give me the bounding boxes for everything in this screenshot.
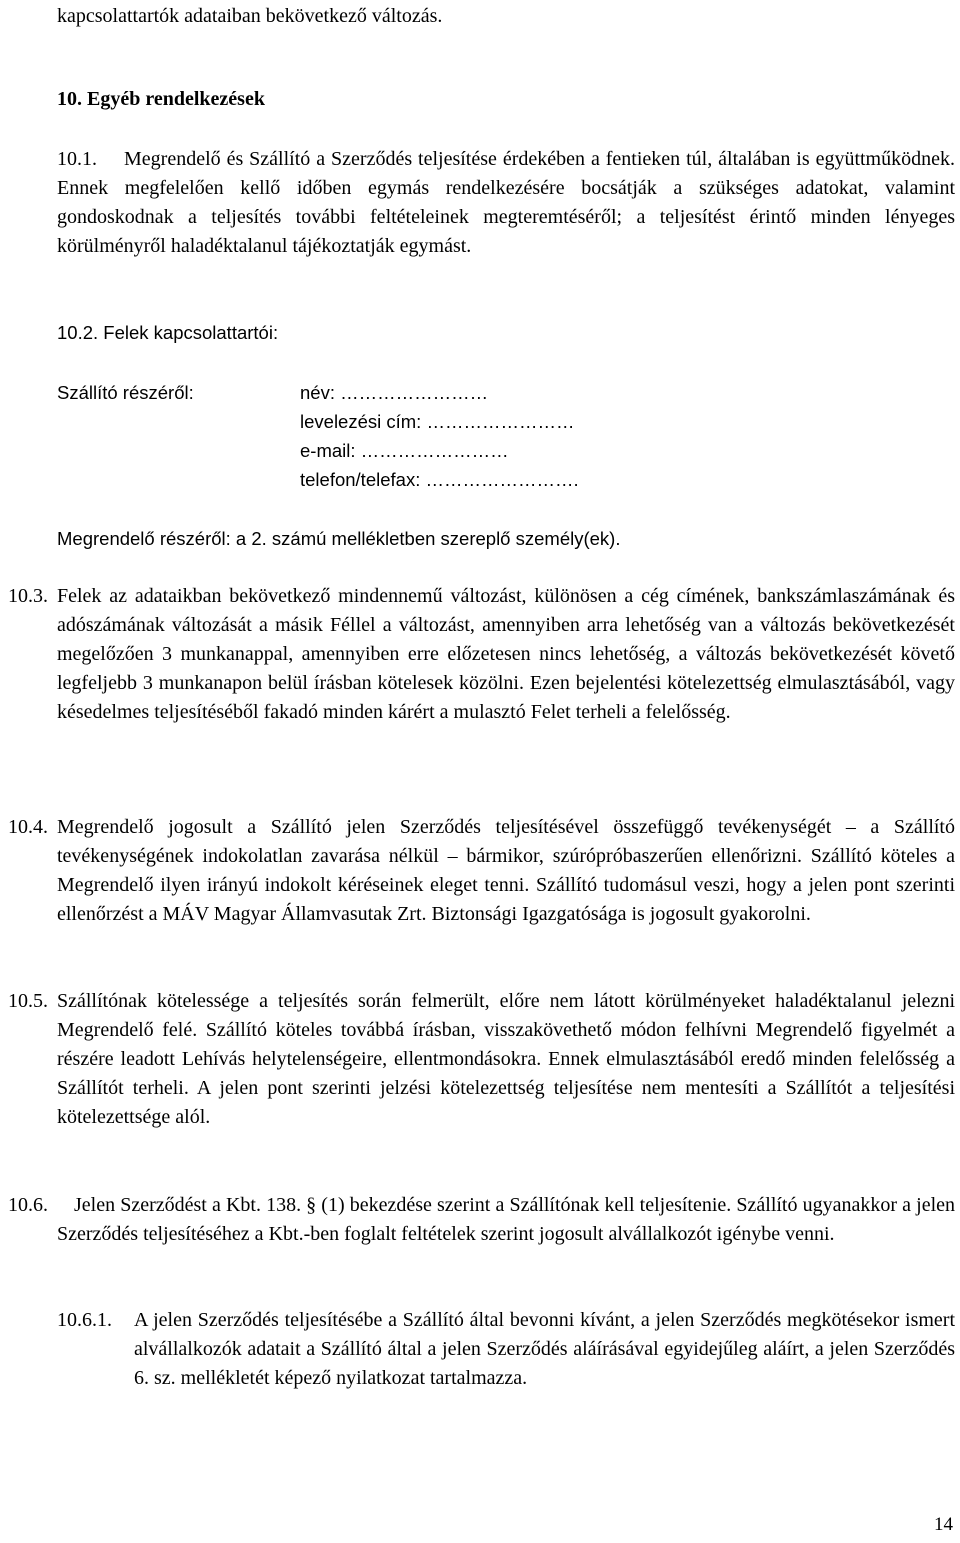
section-10-6-1-number: 10.6.1. bbox=[57, 1309, 112, 1331]
section-10-6-text: Jelen Szerződést a Kbt. 138. § (1) bekezdése szerint a Szállítónak kell teljesítenie. Szállító ugyanakkor a jelen Szerződés teljesítéséhez a Kbt.-ben foglalt feltételek szerint jogosult alvállalkozót igénybe venni. bbox=[57, 1194, 955, 1245]
section-10-6-number: 10.6. bbox=[8, 1194, 48, 1216]
section-10-3-number: 10.3. bbox=[8, 585, 48, 607]
section-10-3-text: Felek az adataikban bekövetkező mindennemű változást, különösen a cég címének, bankszámlaszámának és adószámának változását a másik Féllel a változást, amennyiben arra lehetőség van a változás bekövetkezését megelőzően 3 munkanappal, amennyiben erre előzetesen nincs lehetőség, a változás bekövetkezését követő legfeljebb 3 munkanapon belül írásban kötelesek közölni. Ezen bejelentési kötelezettség elmulasztásából, vagy késedelmes teljesítéséből fakadó minden kárért a mulasztó Felet terheli a felelősség. bbox=[57, 585, 955, 723]
section-10-4-text: Megrendelő jogosult a Szállító jelen Szerződés teljesítésével összefüggő tevékenységét – a Szállító tevékenységének indokolatlan zavarása nélkül – bármikor, szúrópróbaszerűen ellenőrizni. Szállító köteles a Megrendelő ilyen irányú indokolt kéréseinek eleget tenni. Szállító tudomásul veszi, hogy a jelen pont szerinti ellenőrzést a MÁV Magyar Államvasutak Zrt. Biztonsági Igazgatósága is jogosult gyakorolni. bbox=[57, 816, 955, 925]
section-10-2-title: 10.2. Felek kapcsolattartói: bbox=[57, 322, 279, 343]
section-10-1-number: 10.1. bbox=[57, 148, 97, 170]
contact-name-field: név: …………………… bbox=[300, 382, 489, 403]
top-line: kapcsolattartók adataiban bekövetkező változás. bbox=[57, 5, 443, 27]
page-number: 14 bbox=[934, 1514, 953, 1535]
supplier-label: Szállító részéről: bbox=[57, 382, 194, 403]
customer-contact-line: Megrendelő részéről: a 2. számú mellékletben szereplő személy(ek). bbox=[57, 528, 621, 549]
contact-address-field: levelezési cím: …………………… bbox=[300, 411, 575, 432]
section-10-5-text: Szállítónak kötelessége a teljesítés során felmerült, előre nem látott körülményeket haladéktalanul jelezni Megrendelő felé. Szállító köteles továbbá írásban, visszakövethető módon felhívni Megrendelő figyelmét a részére leadott Lehívás helytelenségeire, ellentmondásokra. Ennek elmulasztásából eredő minden felelősség a Szállítót terheli. A jelen pont szerinti jelzési kötelezettség teljesítése nem mentesíti a Szállítót a teljesítési kötelezettsége alól. bbox=[57, 990, 955, 1128]
section-10-1-text: Megrendelő és Szállító a Szerződés teljesítése érdekében a fentieken túl, általában is együttműködnek. Ennek megfelelően kellő időben egymás rendelkezésére bocsátják a szükséges adatokat, valamint gondoskodnak a teljesítés további feltételeinek megteremtéséről; a teljesítést érintő minden lényeges körülményről haladéktalanul tájékoztatják egymást. bbox=[57, 148, 955, 257]
contact-email-field: e-mail: …………………… bbox=[300, 440, 509, 461]
section-10-6-1-text: A jelen Szerződés teljesítésébe a Szállító által bevonni kívánt, a jelen Szerződés megkötésekor ismert alvállalkozók adatait a Szállító által a jelen Szerződés aláírásával egyidejűleg aláírt, a jelen Szerződés 6. sz. mellékletét képező nyilatkozat tartalmazza. bbox=[134, 1309, 955, 1389]
section-10-4-number: 10.4. bbox=[8, 816, 48, 838]
section-10-heading: 10. Egyéb rendelkezések bbox=[57, 88, 265, 110]
section-10-5-number: 10.5. bbox=[8, 990, 48, 1012]
contact-phone-field: telefon/telefax: ……………………. bbox=[300, 469, 579, 490]
